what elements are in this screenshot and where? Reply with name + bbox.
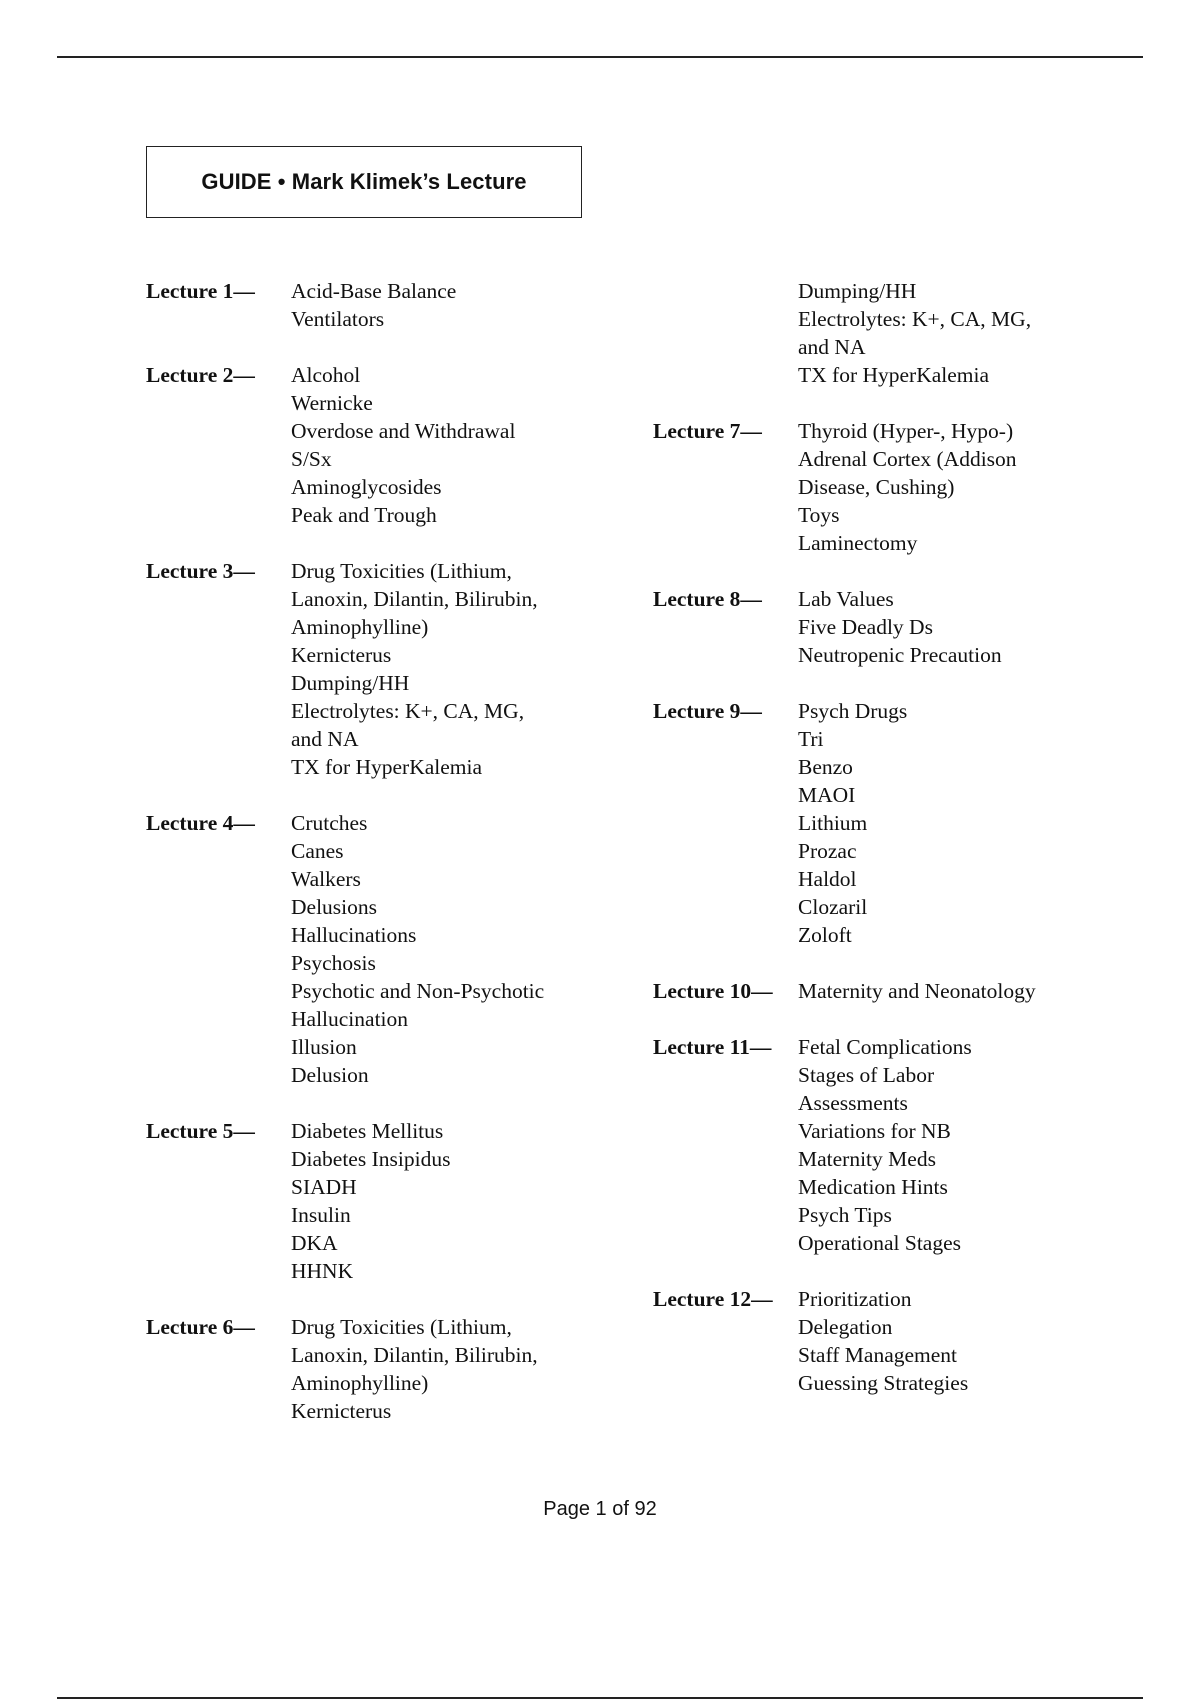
right-column xyxy=(653,277,1153,1425)
topic-item: Operational Stages xyxy=(798,1231,961,1255)
topic-item: Drug Toxicities (Lithium, xyxy=(291,1315,512,1339)
lecture-1 xyxy=(146,277,616,333)
topic-item: Delegation xyxy=(798,1315,893,1339)
topic-item: DKA xyxy=(291,1231,338,1255)
lecture-6 xyxy=(146,1313,616,1425)
topic-item: Acid-Base Balance xyxy=(291,279,457,303)
left-column xyxy=(146,277,616,1453)
page-number: Page 1 of 92 xyxy=(543,1498,657,1520)
topic-item: Lab Values xyxy=(798,587,894,611)
topic-list xyxy=(291,809,544,1089)
lecture-label: Lecture 10— xyxy=(653,979,773,1003)
topic-item: Alcohol xyxy=(291,363,361,387)
top-rule xyxy=(57,56,1143,58)
topic-item: Illusion xyxy=(291,1035,357,1059)
topic-item: Electrolytes: K+, CA, MG, xyxy=(291,699,525,723)
topic-item: Tri xyxy=(798,727,824,751)
bottom-rule xyxy=(57,1697,1143,1699)
topic-item: Aminophylline) xyxy=(291,615,429,639)
topic-list xyxy=(291,557,538,781)
topic-item: Clozaril xyxy=(798,895,868,919)
topic-item: Hallucinations xyxy=(291,923,417,947)
topic-item: Diabetes Insipidus xyxy=(291,1147,451,1171)
topic-item: Thyroid (Hyper-, Hypo-) xyxy=(798,419,1014,443)
lecture-6-continuation xyxy=(798,277,1153,389)
topic-list xyxy=(798,1033,972,1257)
lecture-11 xyxy=(653,1033,1153,1257)
topic-item: Variations for NB xyxy=(798,1119,951,1143)
topic-item: HHNK xyxy=(291,1259,354,1283)
topic-item: Lithium xyxy=(798,811,868,835)
topic-item: TX for HyperKalemia xyxy=(291,755,483,779)
lecture-label: Lecture 12— xyxy=(653,1287,773,1311)
topic-item: Kernicterus xyxy=(291,1399,392,1423)
lecture-label: Lecture 3— xyxy=(146,559,255,583)
topic-item: S/Sx xyxy=(291,447,332,471)
topic-item: Lanoxin, Dilantin, Bilirubin, xyxy=(291,1343,538,1367)
topic-item: Neutropenic Precaution xyxy=(798,643,1002,667)
topic-item: Drug Toxicities (Lithium, xyxy=(291,559,512,583)
topic-item: Psych Tips xyxy=(798,1203,892,1227)
lecture-label: Lecture 5— xyxy=(146,1119,255,1143)
lecture-2 xyxy=(146,361,616,529)
topic-item: Guessing Strategies xyxy=(798,1371,969,1395)
topic-item: Electrolytes: K+, CA, MG, xyxy=(798,307,1032,331)
topic-item: Haldol xyxy=(798,867,857,891)
topic-item: Zoloft xyxy=(798,923,852,947)
topic-list xyxy=(291,277,456,333)
topic-item: Toys xyxy=(798,503,840,527)
topic-item: Insulin xyxy=(291,1203,351,1227)
lecture-12 xyxy=(653,1285,1153,1397)
topic-item: Walkers xyxy=(291,867,361,891)
topic-item: Prozac xyxy=(798,839,857,863)
topic-item: and NA xyxy=(291,727,359,751)
topic-item: Stages of Labor xyxy=(798,1063,935,1087)
title-box xyxy=(146,146,582,218)
lecture-label: Lecture 4— xyxy=(146,811,255,835)
topic-list xyxy=(798,977,1036,1005)
topic-item: Benzo xyxy=(798,755,853,779)
topic-item: Delusion xyxy=(291,1063,369,1087)
topic-item: Peak and Trough xyxy=(291,503,437,527)
topic-item: Psychotic and Non-Psychotic xyxy=(291,979,545,1003)
topic-item: Lanoxin, Dilantin, Bilirubin, xyxy=(291,587,538,611)
topic-item: Psychosis xyxy=(291,951,376,975)
topic-item: Aminoglycosides xyxy=(291,475,442,499)
lecture-10 xyxy=(653,977,1153,1005)
topic-item: SIADH xyxy=(291,1175,357,1199)
lecture-4 xyxy=(146,809,616,1089)
topic-item: Dumping/HH xyxy=(291,671,410,695)
topic-item: Disease, Cushing) xyxy=(798,475,955,499)
topic-item: Assessments xyxy=(798,1091,908,1115)
topic-list xyxy=(798,697,907,949)
topic-item: Dumping/HH xyxy=(798,279,917,303)
topic-item: Maternity Meds xyxy=(798,1147,936,1171)
topic-list xyxy=(291,1313,538,1425)
topic-item: Delusions xyxy=(291,895,377,919)
lecture-label: Lecture 8— xyxy=(653,587,762,611)
topic-item: MAOI xyxy=(798,783,856,807)
topic-item: Adrenal Cortex (Addison xyxy=(798,447,1017,471)
topic-item: Staff Management xyxy=(798,1343,958,1367)
lecture-label: Lecture 11— xyxy=(653,1035,772,1059)
topic-list xyxy=(291,1117,450,1285)
topic-item: Five Deadly Ds xyxy=(798,615,933,639)
lecture-label: Lecture 7— xyxy=(653,419,762,443)
lecture-7 xyxy=(653,417,1153,557)
topic-item: and NA xyxy=(798,335,866,359)
topic-item: Overdose and Withdrawal xyxy=(291,419,516,443)
topic-item: Maternity and Neonatology xyxy=(798,979,1036,1003)
lecture-label: Lecture 1— xyxy=(146,279,255,303)
topic-item: Hallucination xyxy=(291,1007,409,1031)
topic-item: Psych Drugs xyxy=(798,699,908,723)
lecture-label: Lecture 2— xyxy=(146,363,255,387)
lecture-label: Lecture 6— xyxy=(146,1315,255,1339)
topic-item: Crutches xyxy=(291,811,368,835)
topic-list xyxy=(798,585,1002,669)
topic-item: Laminectomy xyxy=(798,531,918,555)
topic-list xyxy=(798,417,1017,557)
topic-item: Fetal Complications xyxy=(798,1035,972,1059)
lecture-3 xyxy=(146,557,616,781)
topic-item: Prioritization xyxy=(798,1287,912,1311)
topic-item: Canes xyxy=(291,839,344,863)
topic-item: TX for HyperKalemia xyxy=(798,363,990,387)
topic-list xyxy=(291,361,515,529)
topic-item: Aminophylline) xyxy=(291,1371,429,1395)
topic-item: Medication Hints xyxy=(798,1175,948,1199)
topic-item: Diabetes Mellitus xyxy=(291,1119,444,1143)
lecture-5 xyxy=(146,1117,616,1285)
topic-item: Kernicterus xyxy=(291,643,392,667)
topic-item: Wernicke xyxy=(291,391,373,415)
lecture-label: Lecture 9— xyxy=(653,699,762,723)
topic-list xyxy=(798,1285,968,1397)
topic-item: Ventilators xyxy=(291,307,385,331)
lecture-9 xyxy=(653,697,1153,949)
lecture-8 xyxy=(653,585,1153,669)
document-title: GUIDE • Mark Klimek’s Lecture xyxy=(201,169,527,194)
